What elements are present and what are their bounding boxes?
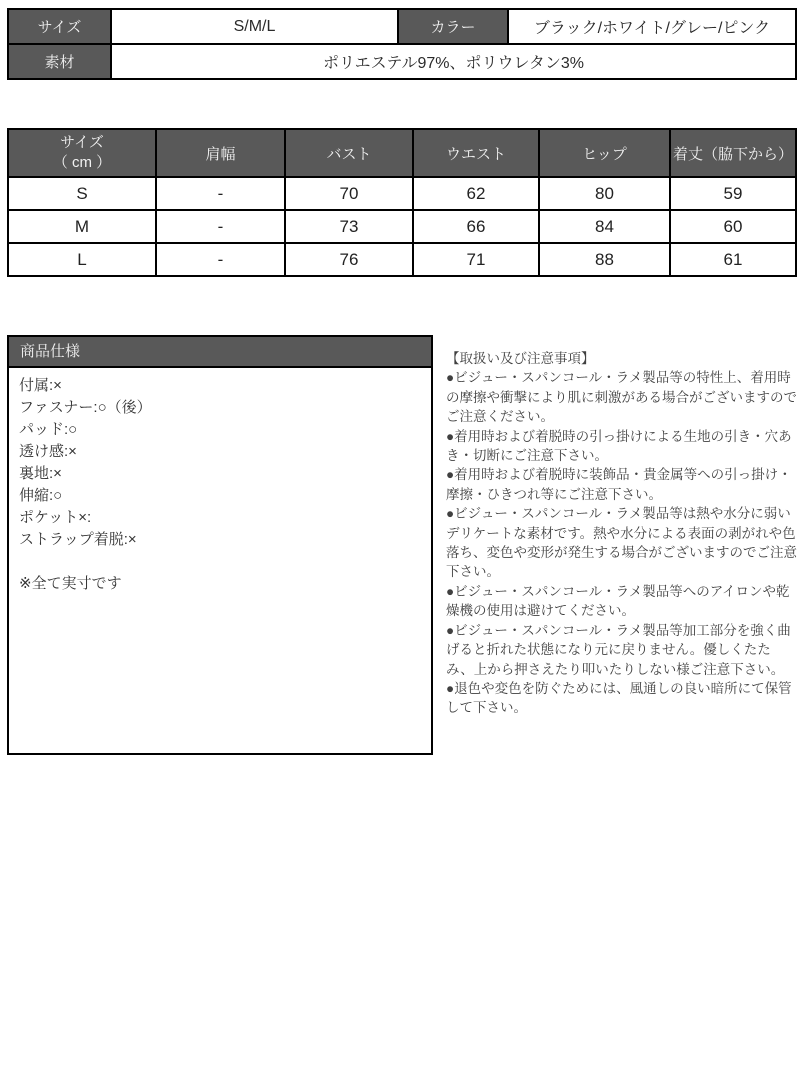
- size-chart-header-length: 着丈（脇下から）: [670, 129, 796, 177]
- spec-note: ※全て実寸です: [19, 575, 122, 592]
- length-cell: 60: [670, 210, 796, 243]
- size-chart-header-row: [8, 129, 796, 177]
- waist-cell: 66: [413, 210, 539, 243]
- product-info-row-material: [8, 44, 796, 79]
- color-label-cell: カラー: [398, 9, 508, 44]
- shoulder-cell: -: [156, 177, 285, 210]
- care-note-item: ●ビジュー・スパンコール・ラメ製品等へのアイロンや乾燥機の使用は避けてください。: [446, 583, 790, 619]
- hip-cell: 88: [539, 243, 670, 276]
- product-info-row-size-color: [8, 9, 796, 44]
- size-value-cell: S/M/L: [111, 9, 398, 44]
- size-chart-header-waist: ウエスト: [413, 129, 539, 177]
- care-note-item: ●ビジュー・スパンコール・ラメ製品等加工部分を強く曲げると折れた状態になり元に戻りません。優しくたたみ、上から押さえたり叩いたりしない様ご注意下さい。: [446, 622, 791, 677]
- bust-cell: 73: [285, 210, 413, 243]
- product-info-table: [7, 8, 797, 80]
- size-chart-header-hip: ヒップ: [539, 129, 670, 177]
- size-chart-row-m: [8, 210, 796, 243]
- shoulder-cell: -: [156, 210, 285, 243]
- spec-item-accessory: 付属:×: [19, 377, 62, 394]
- spec-item-pocket: ポケット×:: [19, 509, 92, 526]
- hip-cell: 84: [539, 210, 670, 243]
- hip-cell: 80: [539, 177, 670, 210]
- waist-cell: 62: [413, 177, 539, 210]
- care-notes-title: 【取扱い及び注意事項】: [446, 351, 595, 366]
- size-cell: S: [8, 177, 156, 210]
- waist-cell: 71: [413, 243, 539, 276]
- size-chart-header-size: [8, 129, 156, 177]
- size-cell: L: [8, 243, 156, 276]
- product-spec-list: [9, 368, 431, 602]
- size-chart-row-s: [8, 177, 796, 210]
- care-note-item: ●ビジュー・スパンコール・ラメ製品等は熱や水分に弱いデリケートな素材です。熱や水分による表面の剥がれや色落ち、変色や変形が発生する場合がございますのでご注意下さい。: [446, 506, 797, 580]
- material-label-cell: 素材: [8, 44, 111, 79]
- material-value-cell: ポリエステル97%、ポリウレタン3%: [111, 44, 796, 79]
- size-chart-header-shoulder: 肩幅: [156, 129, 285, 177]
- color-value-cell: ブラック/ホワイト/グレー/ピンク: [508, 9, 796, 44]
- length-cell: 59: [670, 177, 796, 210]
- shoulder-cell: -: [156, 243, 285, 276]
- spec-item-pad: パッド:○: [19, 421, 78, 438]
- spec-item-stretch: 伸縮:○: [19, 487, 63, 504]
- care-notes-block: [446, 349, 798, 718]
- care-note-item: ●ビジュー・スパンコール・ラメ製品等の特性上、着用時の摩擦や衝撃により肌に刺激がある場合がございますのでご注意ください。: [446, 370, 797, 425]
- bust-cell: 70: [285, 177, 413, 210]
- care-note-item: ●着用時および着脱時の引っ掛けによる生地の引き・穴あき・切断にご注意下さい。: [446, 428, 792, 464]
- spec-item-strap: ストラップ着脱:×: [19, 531, 137, 548]
- care-note-item: ●着用時および着脱時に装飾品・貴金属等への引っ掛け・摩擦・ひきつれ等にご注意下さい。: [446, 467, 792, 502]
- product-spec-title: 商品仕様: [9, 337, 431, 368]
- length-cell: 61: [670, 243, 796, 276]
- size-chart-row-l: [8, 243, 796, 276]
- product-spec-box: [7, 335, 433, 755]
- size-chart-header-size-line1: サイズ: [60, 134, 104, 151]
- bust-cell: 76: [285, 243, 413, 276]
- size-label-cell: サイズ: [8, 9, 111, 44]
- size-chart-header-bust: バスト: [285, 129, 413, 177]
- size-cell: M: [8, 210, 156, 243]
- spec-item-fastener: ファスナー:○（後）: [19, 399, 152, 416]
- spec-blank-line: [19, 551, 421, 573]
- size-chart-header-size-line2: （ cm ）: [52, 154, 112, 171]
- spec-item-lining: 裏地:×: [19, 465, 62, 482]
- spec-item-sheerness: 透け感:×: [19, 443, 77, 460]
- care-note-item: ●退色や変色を防ぐためには、風通しの良い暗所にて保管して下さい。: [446, 680, 792, 716]
- size-chart-table: [7, 128, 797, 277]
